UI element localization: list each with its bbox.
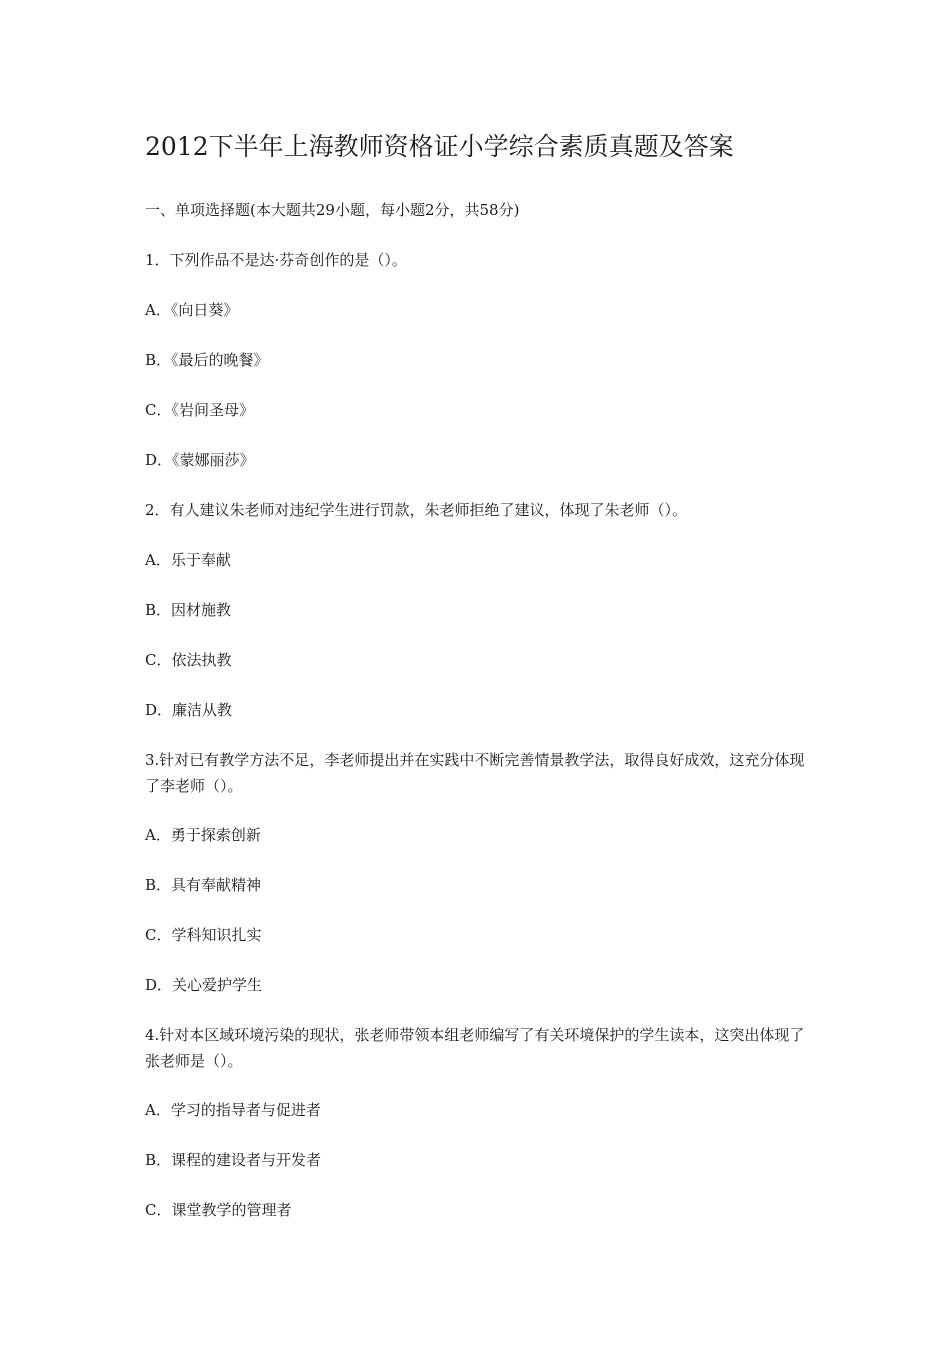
question-4-option-b: B．课程的建设者与开发者 <box>145 1151 322 1169</box>
question-4-option-c: C．课堂教学的管理者 <box>145 1201 292 1219</box>
question-3-option-d: D．关心爱护学生 <box>145 976 263 994</box>
question-2-option-a: A．乐于奉献 <box>145 551 231 569</box>
question-1-stem: 1．下列作品不是达·芬奇创作的是（）。 <box>145 251 407 269</box>
question-2-option-b: B．因材施教 <box>145 601 232 619</box>
question-2-option-d: D．廉洁从教 <box>145 701 233 719</box>
question-4-option-a: A．学习的指导者与促进者 <box>145 1101 321 1119</box>
question-3-option-b: B．具有奉献精神 <box>145 876 262 894</box>
question-1-option-d: D．《蒙娜丽莎》 <box>145 451 255 469</box>
question-4-stem: 4.针对本区域环境污染的现状，张老师带领本组老师编写了有关环境保护的学生读本，这突出体现了张老师是（）。 <box>145 1026 805 1070</box>
question-3-option-a: A．勇于探索创新 <box>145 826 261 844</box>
question-1-option-c: C．《岩间圣母》 <box>145 401 254 419</box>
question-3-option-c: C．学科知识扎实 <box>145 926 262 944</box>
document-title: 2012下半年上海教师资格证小学综合素质真题及答案 <box>145 132 734 161</box>
section-heading: 一、单项选择题(本大题共29小题，每小题2分，共58分) <box>145 201 520 219</box>
question-3-stem: 3.针对已有教学方法不足，李老师提出并在实践中不断完善情景教学法，取得良好成效，这充分体现了李老师（）。 <box>145 751 805 795</box>
question-2-option-c: C．依法执教 <box>145 651 232 669</box>
question-1-option-b: B．《最后的晚餐》 <box>145 351 269 369</box>
question-2-stem: 2．有人建议朱老师对违纪学生进行罚款，朱老师拒绝了建议，体现了朱老师（）。 <box>145 501 688 519</box>
question-1-option-a: A．《向日葵》 <box>145 301 239 319</box>
